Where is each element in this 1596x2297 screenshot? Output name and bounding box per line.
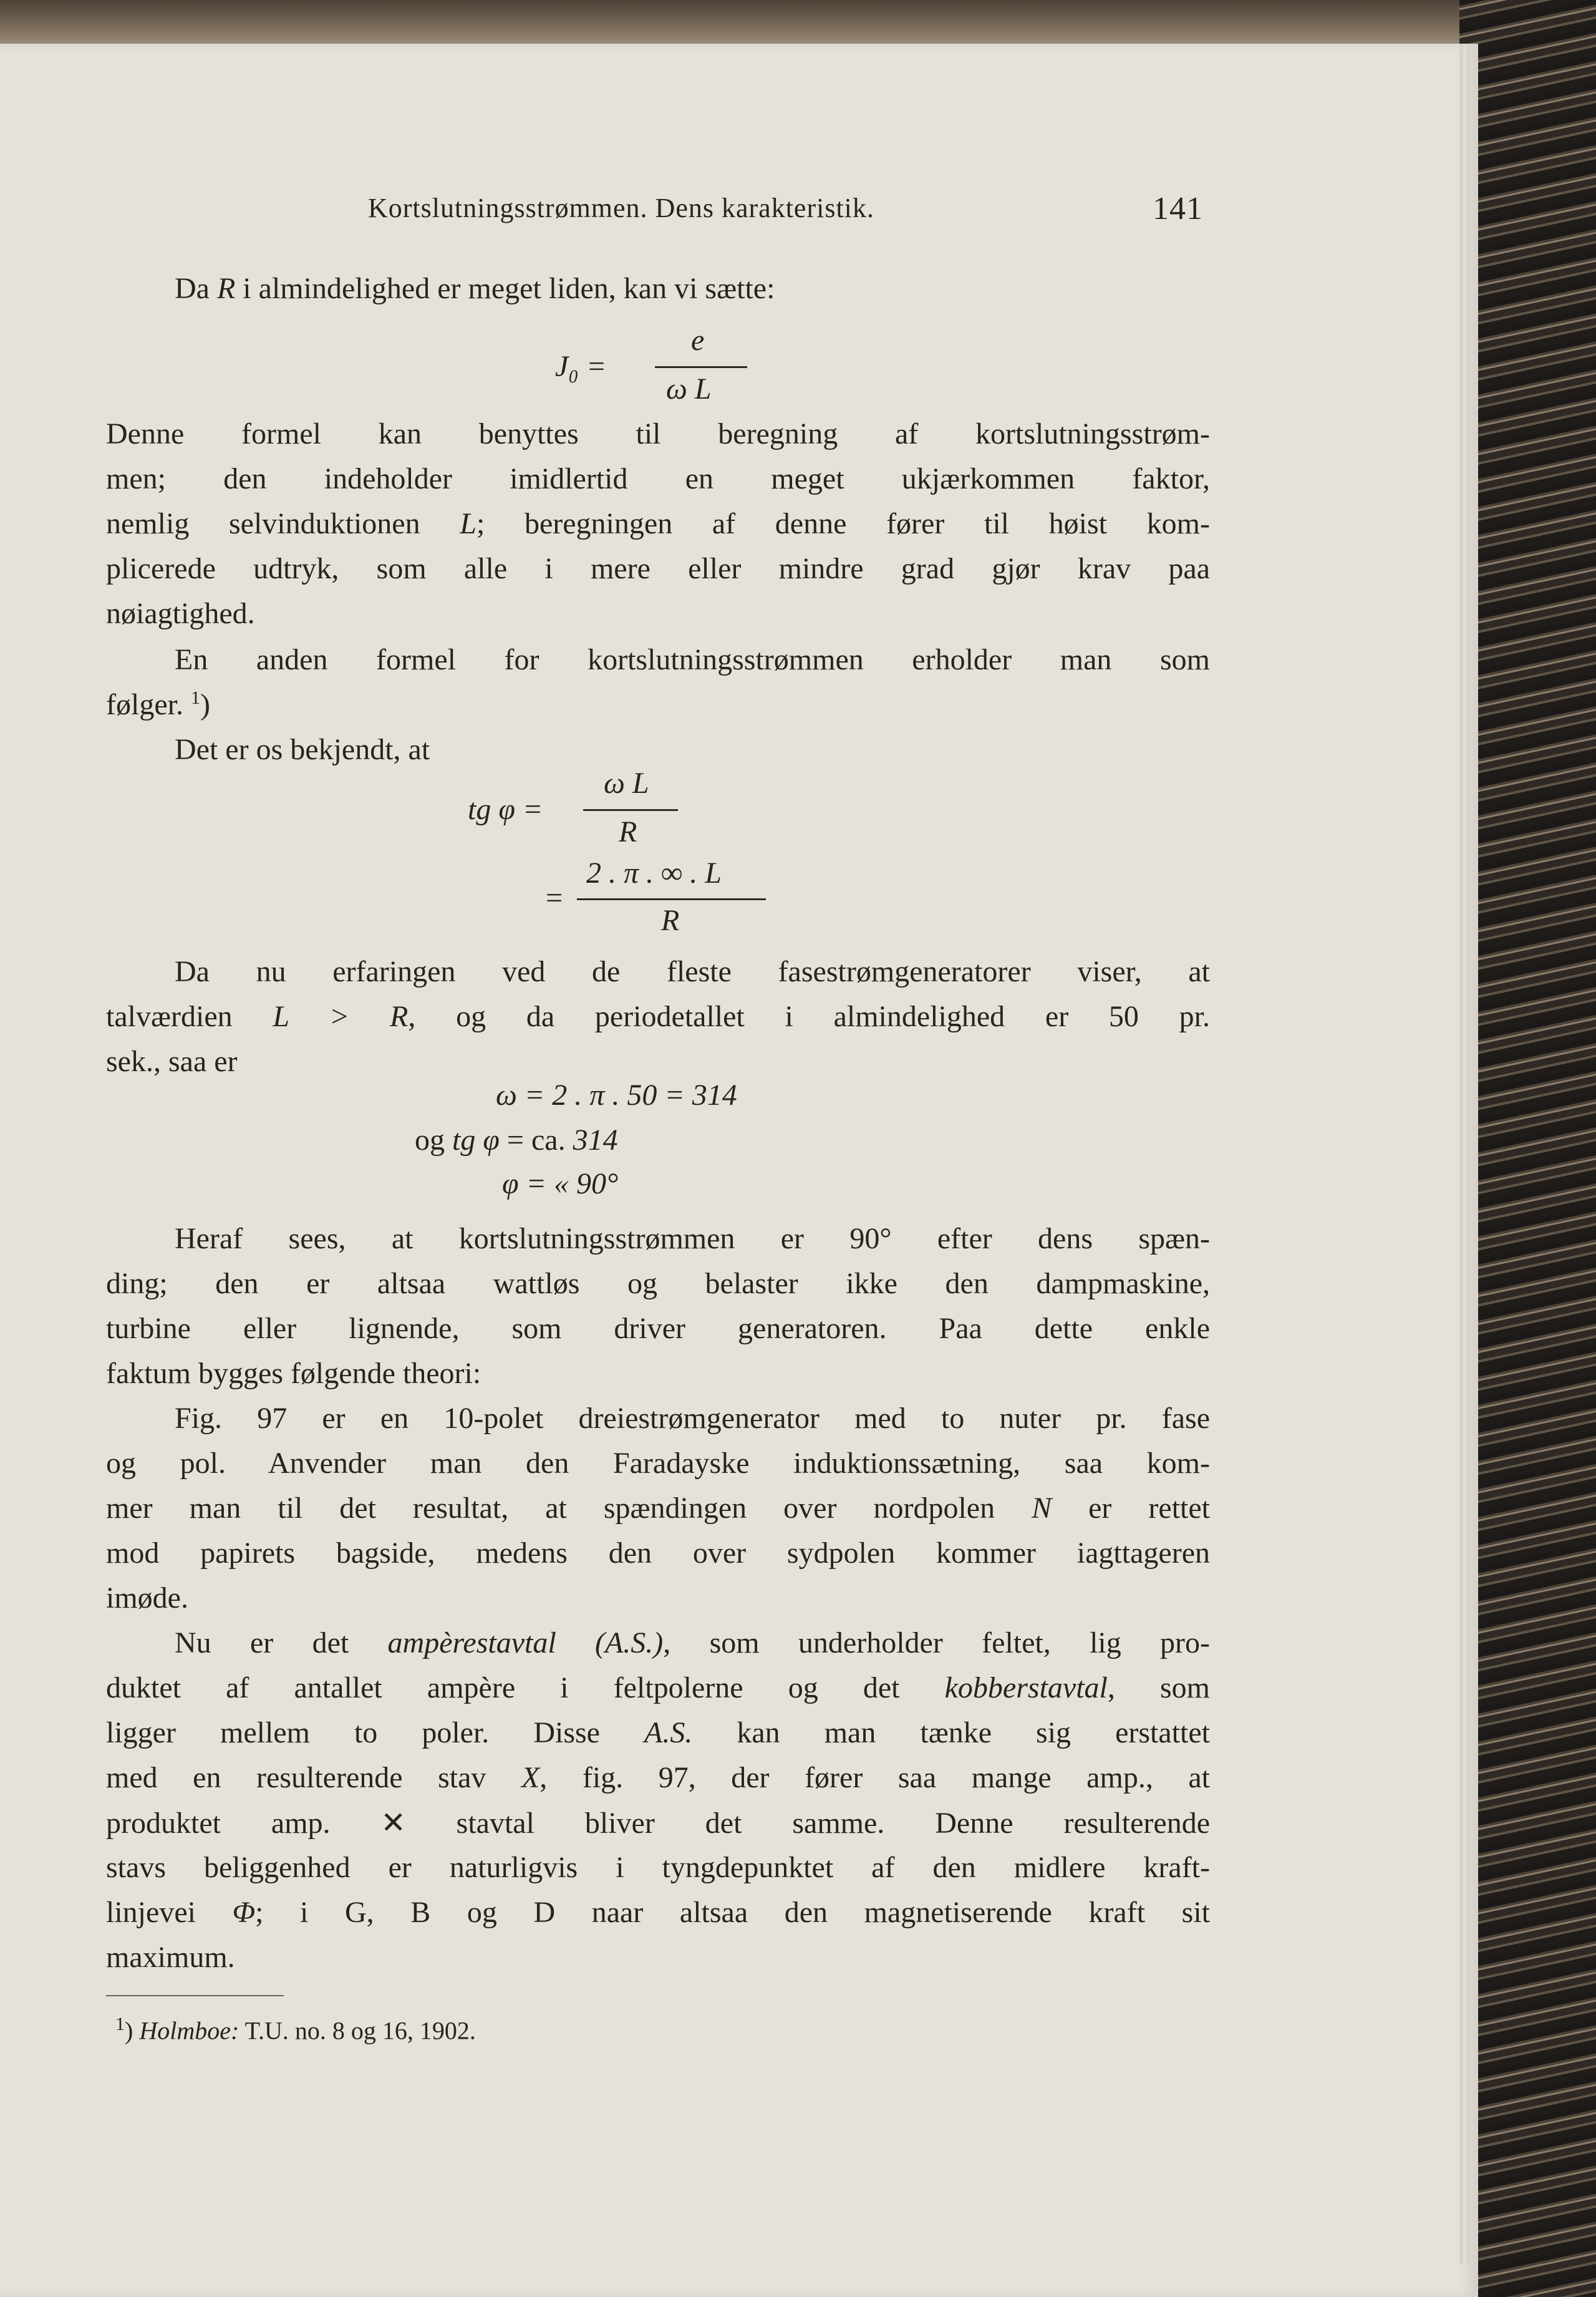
text-line: imøde. xyxy=(106,1581,188,1615)
text-line: ding; den er altsaa wattløs og belaster ikke den dampmaskine, xyxy=(106,1267,1210,1300)
text-line: En anden formel for kortslutningsstrømmen erholder man som xyxy=(175,643,1210,676)
book-binding xyxy=(1459,0,1596,2297)
text-line: Denne formel kan benyttes til beregning af kortslutningsstrøm- xyxy=(106,417,1210,450)
text-line: maximum. xyxy=(106,1941,235,1974)
text-line: talværdien L > R, og da periodetallet i almindelighed er 50 pr. xyxy=(106,1000,1210,1033)
formula: φ = « 90° xyxy=(502,1167,619,1200)
formula: og tg φ = ca. 314 xyxy=(415,1124,618,1157)
text-line: Nu er det ampèrestavtal (A.S.), som underholder feltet, lig pro- xyxy=(175,1626,1211,1659)
text-line: med en resulterende stav X, fig. 97, der fører saa mange amp., at xyxy=(106,1761,1210,1794)
formula: ω = 2 . π . 50 = 314 xyxy=(496,1079,737,1112)
text-line: ligger mellem to poler. Disse A.S. kan man tænke sig erstattet xyxy=(106,1716,1210,1749)
footnote: $^1$) Holmboe: T.U. no. 8 og 16, 1902. xyxy=(115,2014,476,2045)
formula-lhs: J₀ = xyxy=(555,350,607,383)
text-line: Da R i almindelighed er meget liden, kan vi sætte: xyxy=(175,272,775,305)
text-line: Heraf sees, at kortslutningsstrømmen er 90° efter dens spæn- xyxy=(175,1222,1210,1255)
fraction-bar xyxy=(577,898,766,900)
text-line: og pol. Anvender man den Faradayske induktionssætning, saa kom- xyxy=(106,1447,1210,1480)
text-line: stavs beliggenhed er naturligvis i tyngdepunktet af den midlere kraft- xyxy=(106,1851,1210,1884)
text-line: plicerede udtryk, som alle i mere eller mindre grad gjør krav paa xyxy=(106,552,1210,585)
page-edge xyxy=(1474,44,1478,2265)
formula-denominator: ω L xyxy=(666,372,712,405)
text-line: men; den indeholder imidlertid en meget ukjærkommen faktor, xyxy=(106,462,1210,495)
formula-numerator: ω L xyxy=(604,767,649,800)
formula-numerator: 2 . π . ∞ . L xyxy=(586,857,722,890)
fraction-bar xyxy=(583,809,678,811)
formula-lhs: tg φ = xyxy=(468,793,543,826)
text-line: faktum bygges følgende theori: xyxy=(106,1357,481,1390)
text-line: Fig. 97 er en 10-polet dreiestrømgenerator med to nuter pr. fase xyxy=(175,1402,1210,1435)
text-line: nemlig selvinduktionen L; beregningen af denne fører til høist kom- xyxy=(106,507,1210,540)
text-line: sek., saa er xyxy=(106,1045,238,1078)
text-line: følger. $^1$) xyxy=(106,687,210,721)
page-edge xyxy=(1459,44,1463,2265)
page-edge xyxy=(1467,44,1471,2265)
text-line: Da nu erfaringen ved de fleste fasestrømgeneratorer viser, at xyxy=(175,955,1210,988)
footnote-rule xyxy=(106,1995,284,1996)
text-line: nøiagtighed. xyxy=(106,597,255,630)
text-line: produktet amp. ✕ stavtal bliver det samme. Denne resulterende xyxy=(106,1807,1210,1840)
text-line: mer man til det resultat, at spændingen over nordpolen N er rettet xyxy=(106,1492,1210,1525)
text-line: duktet af antallet ampère i feltpolerne og det kobberstavtal, som xyxy=(106,1671,1211,1704)
formula-numerator: e xyxy=(691,324,705,357)
formula-denominator: R xyxy=(661,904,680,937)
fraction-bar xyxy=(655,366,747,368)
text-line: mod papirets bagside, medens den over sydpolen kommer iagttageren xyxy=(106,1537,1210,1570)
text-line: linjevei Φ; i G, B og D naar altsaa den magnetiserende kraft sit xyxy=(106,1896,1211,1929)
text-line: Det er os bekjendt, at xyxy=(175,733,430,766)
running-header: Kortslutningsstrømmen. Dens karakteristik. xyxy=(368,193,874,223)
text-line: turbine eller lignende, som driver generatoren. Paa dette enkle xyxy=(106,1312,1210,1345)
formula-denominator: R xyxy=(619,815,637,848)
page-number: 141 xyxy=(1153,191,1203,226)
formula-lhs: = xyxy=(544,881,564,915)
